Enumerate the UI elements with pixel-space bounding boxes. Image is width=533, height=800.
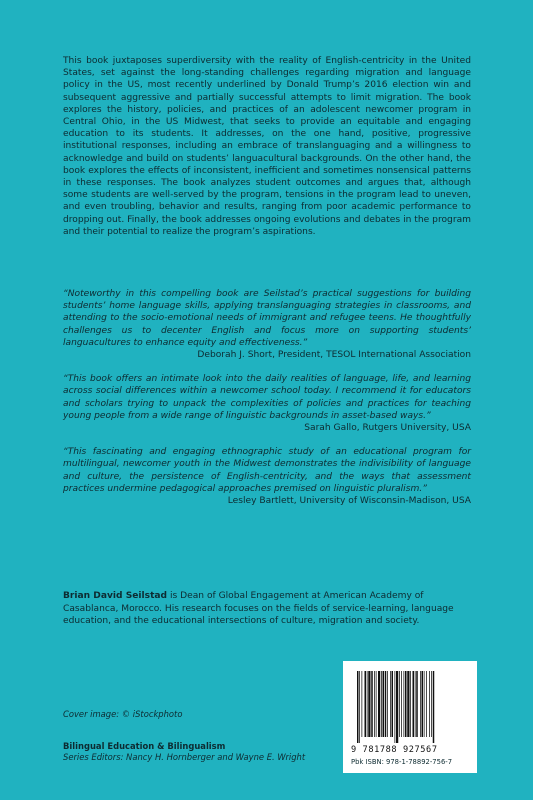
barcode-bar <box>365 671 367 737</box>
author-bio-text: is Dean of Global Engagement at American Academy of Casablanca, Morocco. His research focuses on the fields of service-learning, language education, and the educational intersections of culture, migration and society. <box>63 591 454 627</box>
barcode-bar <box>424 671 425 737</box>
barcode-bar <box>422 671 424 737</box>
barcode-bar <box>387 671 388 737</box>
barcode-bar <box>371 671 373 737</box>
barcode-bar <box>429 671 430 737</box>
barcode-bar <box>416 671 418 737</box>
series-name: Bilingual Education & Bilingualism <box>63 741 226 751</box>
barcode-bar <box>395 671 396 743</box>
barcode-bar <box>378 671 380 737</box>
barcode-bar <box>362 671 363 737</box>
barcode-number: 9 781788 927567 <box>351 745 438 755</box>
author-bio <box>63 590 473 628</box>
barcode-bar <box>399 671 400 737</box>
barcode-bar <box>404 671 405 737</box>
barcode-bar <box>392 671 394 737</box>
author-name: Brian David Seilstad <box>63 591 168 601</box>
series-info <box>63 741 305 763</box>
barcode-bar <box>401 671 402 737</box>
endorsement-text: “This book offers an intimate look into the daily realities of language, life, and learning across social differences within a newcomer school today. I recommend it for educators and scholars trying to unpack the complexities of policies and practices for teaching young people from a wide range of linguistic backgrounds in asset-based ways.” <box>63 374 471 421</box>
endorsement-text: “Noteworthy in this compelling book are Seilstad’s practical suggestions for building students’ home language skills, applying translanguaging strategies in classrooms, and attending to the socio-emotional needs of immigrant and refugee teens. He thoughtfully challenges us to decenter English and focus more on supporting students’ languacultures to enhance equity and effectiveness.” <box>63 289 471 348</box>
barcode-bar <box>374 671 375 737</box>
barcode-bar <box>368 671 370 737</box>
barcode-bar <box>359 671 360 743</box>
barcode <box>343 661 477 773</box>
barcode-bar <box>383 671 385 737</box>
barcode-bar <box>396 671 398 743</box>
endorsement <box>63 446 471 507</box>
barcode-bar <box>431 671 432 737</box>
barcode-bar <box>426 671 427 737</box>
endorsement <box>63 373 471 434</box>
endorsement-text: “This fascinating and engaging ethnographic study of an educational program for multilingual, newcomer youth in the Midwest demonstrates the indivisibility of language and culture, the persistence of English-centricity, and the ways that assessment practices undermine pedagogical approaches premised on linguistic pluralism.” <box>63 447 471 494</box>
endorsement-attribution: Deborah J. Short, President, TESOL International Association <box>197 350 471 361</box>
barcode-bar <box>381 671 382 737</box>
cover-image-credit: Cover image: © iStockphoto <box>63 709 183 719</box>
endorsement <box>63 288 471 361</box>
barcode-bar <box>357 671 359 743</box>
barcode-bar <box>413 671 415 737</box>
barcode-bar <box>390 671 391 737</box>
barcode-bar <box>405 671 407 737</box>
isbn: Pbk ISBN: 978-1-78892-756-7 <box>351 758 453 766</box>
barcode-bar <box>433 671 435 743</box>
endorsements <box>63 288 471 519</box>
barcode-image <box>353 671 467 745</box>
series-editors: Series Editors: Nancy H. Hornberger and Wayne E. Wright <box>63 752 306 762</box>
book-description: This book juxtaposes superdiversity with the reality of English-centricity in the United States, set against the long-standing challenges regarding migration and language policy in the US, most recently underlined by Donald Trump’s 2016 election win and subsequent aggressive and partially successful attempts to limit migration. The book explores the history, policies, and practices of an adolescent newcomer program in Central Ohio, in the US Midwest, that seeks to provide an equitable and engaging education to its students. It addresses, on the one hand, positive, progressive institutional responses, including an embrace of translanguaging and a willingness to acknowledge and build on students’ languacultural backgrounds. On the other hand, the book explores the effects of inconsistent, inefficient and sometimes nonsensical patterns in these responses. The book analyzes student outcomes and argues that, although some students are well-served by the program, tensions in the program lead to uneven, and even troubling, behavior and results, ranging from poor academic performance to dropping out. Finally, the book addresses ongoing evolutions and debates in the program and their potential to realize the program’s aspirations. <box>63 56 471 237</box>
barcode-bar <box>410 671 411 737</box>
barcode-bar <box>367 671 368 737</box>
barcode-bar <box>407 671 409 737</box>
barcode-bar <box>376 671 377 737</box>
barcode-bar <box>385 671 387 737</box>
barcode-bar <box>420 671 421 737</box>
endorsement-attribution: Sarah Gallo, Rutgers University, USA <box>304 423 471 434</box>
endorsement-attribution: Lesley Bartlett, University of Wisconsin-Madison, USA <box>227 496 471 507</box>
barcode-bar <box>415 671 416 737</box>
